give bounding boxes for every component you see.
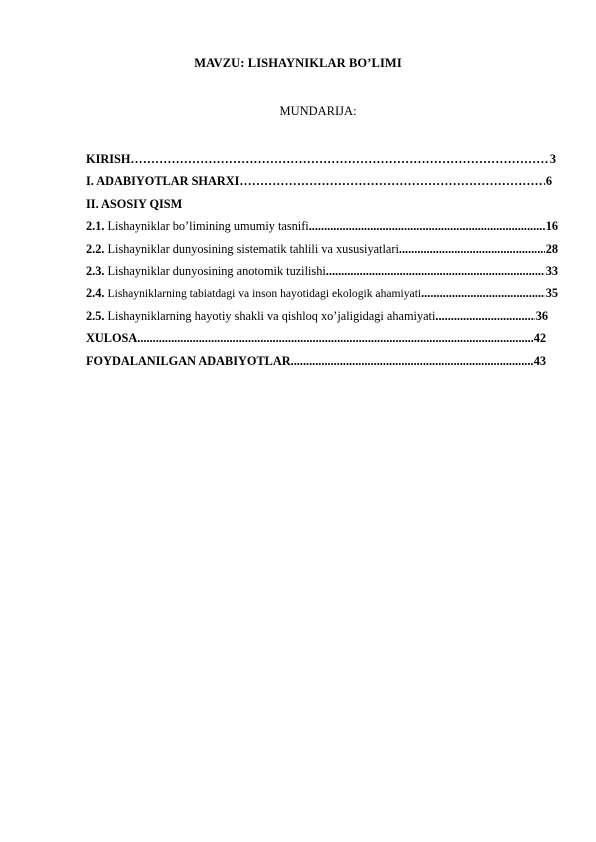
toc-entry-number: 2.2.: [86, 241, 105, 256]
toc-entry-xulosa[interactable]: [86, 331, 546, 353]
toc-entry-title: [86, 309, 435, 324]
toc-entry-2-1[interactable]: [86, 219, 558, 241]
toc-entry-asosiy-qism[interactable]: [86, 197, 558, 219]
toc-leader-dots: [399, 242, 545, 257]
toc-entry-title: I. ADABIYOTLAR SHARXI: [86, 174, 240, 189]
toc-entry-kirish[interactable]: [86, 152, 556, 174]
table-of-contents-heading: MUNDARIJA:: [279, 104, 357, 118]
toc-leader-dots: [239, 174, 544, 189]
toc-leader-dots: [326, 264, 545, 279]
toc-entry-number: 2.1.: [86, 219, 105, 234]
toc-page-number: 43: [533, 353, 546, 368]
toc-entry-number: 2.5.: [86, 308, 105, 323]
toc-entry-2-3[interactable]: [86, 264, 558, 286]
toc-leader-dots: [309, 219, 545, 234]
toc-entry-title: FOYDALANILGAN ADABIYOTLAR: [86, 353, 291, 368]
toc-leader-dots: [137, 331, 532, 346]
toc-entry-title: [86, 242, 399, 257]
toc-leader-dots: [435, 309, 534, 324]
toc-entry-title: XULOSA: [86, 331, 138, 346]
toc-entry-title: [86, 286, 421, 301]
toc-page-number: 33: [545, 263, 558, 278]
toc-entry-text: Lishayniklar bo’limining umumiy tasnifi: [107, 219, 309, 234]
toc-entry-text: Lishayniklarning hayotiy shakli va qishloq xo’jaligidagi ahamiyati: [107, 308, 436, 323]
toc-leader-dots: [291, 354, 533, 369]
toc-entry-2-2[interactable]: [86, 242, 558, 264]
toc-entry-text: Lishayniklar dunyosining sistematik tahlili va xususiyatlari: [107, 241, 399, 256]
toc-entry-foydalanilgan-adabiyotlar[interactable]: [86, 354, 546, 376]
toc-leader-dots: [130, 152, 548, 167]
toc-entry-2-4[interactable]: [86, 286, 558, 308]
toc-entry-adabiyotlar-sharxi[interactable]: [86, 174, 552, 196]
toc-page-number: 42: [533, 331, 546, 346]
toc-page-number: 28: [545, 241, 558, 256]
toc-page-number: 35: [545, 286, 558, 301]
toc-entry-2-5[interactable]: [86, 309, 548, 331]
toc-entry-number: 2.3.: [86, 263, 105, 278]
table-of-contents: [86, 152, 558, 376]
document-title: MAVZU: LISHAYNIKLAR BO’LIMI: [194, 56, 402, 70]
toc-entry-title: KIRISH: [86, 152, 131, 166]
toc-page-number: 3: [549, 152, 556, 166]
toc-entry-number: 2.4.: [86, 286, 105, 301]
toc-entry-title: [86, 219, 309, 234]
toc-leader-dots: [421, 286, 545, 301]
toc-page-number: 6: [545, 174, 552, 189]
toc-page-number: 36: [535, 308, 548, 323]
toc-section-heading: II. ASOSIY QISM: [86, 196, 183, 211]
toc-page-number: 16: [545, 219, 558, 234]
toc-entry-text: Lishayniklarning tabiatdagi va inson hayotidagi ekologik ahamiyati: [107, 287, 422, 301]
toc-entry-text: Lishayniklar dunyosining anotomik tuzilishi: [107, 263, 326, 278]
toc-entry-title: [86, 264, 326, 279]
